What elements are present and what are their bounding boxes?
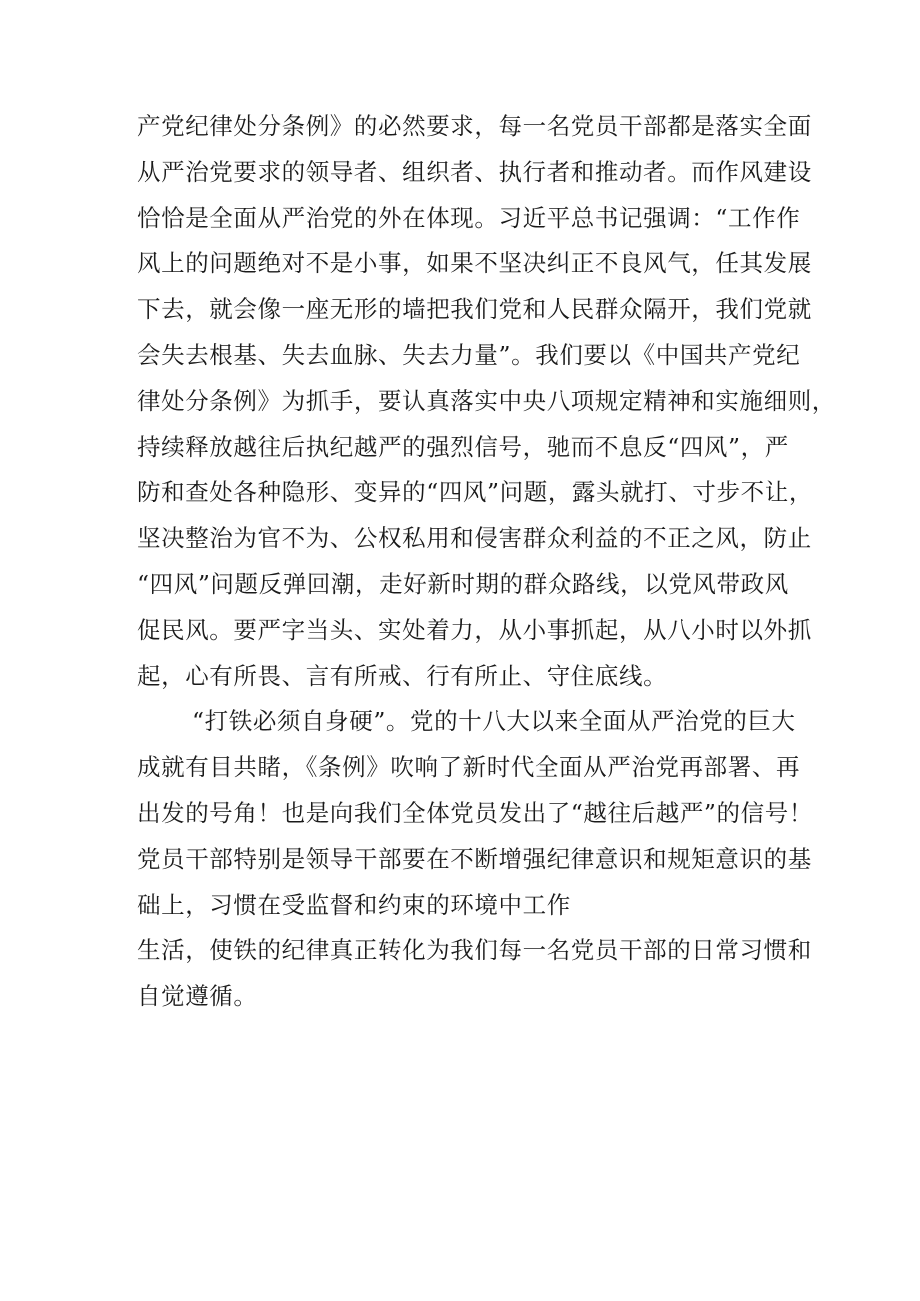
text-line: 持续释放越往后执纪越严的强烈信号，驰而不息反“四风”，严 (137, 432, 789, 461)
text-line: 会失去根基、失去血脉、失去力量”。我们要以《中国共产党纪 (137, 340, 801, 369)
text-line: 自觉遵循。 (137, 982, 258, 1011)
text-line: 防和查处各种隐形、变异的“四风”问题，露头就打、寸步不让， (137, 478, 813, 507)
text-line: 党员干部特别是领导干部要在不断增强纪律意识和规矩意识的基 (137, 844, 812, 873)
text-line: 促民风。要严字当头、实处着力，从小事抓起，从八小时以外抓 (137, 615, 812, 644)
text-line: 础上，习惯在受监督和约束的环境中工作 (137, 890, 571, 919)
text-line: 坚决整治为官不为、公权私用和侵害群众利益的不正之风，防止 (137, 524, 812, 553)
body-text (137, 104, 837, 1020)
text-line: 生活，使铁的纪律真正转化为我们每一名党员干部的日常习惯和 (137, 936, 812, 965)
text-line: 恰恰是全面从严治党的外在体现。习近平总书记强调：“工作作 (137, 203, 801, 232)
text-line: 从严治党要求的领导者、组织者、执行者和推动者。而作风建设 (137, 157, 812, 186)
text-line: 出发的号角！也是向我们全体党员发出了“越往后越严”的信号！ (137, 798, 813, 827)
text-line: 成就有目共睹，《条例》吹响了新时代全面从严治党再部署、再 (137, 753, 801, 782)
paragraph-start-line: “打铁必须自身硬”。党的十八大以来全面从严治党的巨大 (192, 707, 796, 736)
text-line: 风上的问题绝对不是小事，如果不坚决纠正不良风气，任其发展 (137, 249, 812, 278)
text-line: 下去，就会像一座无形的墙把我们党和人民群众隔开，我们党就 (137, 295, 812, 324)
text-line: 产党纪律处分条例》的必然要求，每一名党员干部都是落实全面 (137, 112, 812, 140)
text-line: 起，心有所畏、言有所戒、行有所止、守住底线。 (137, 661, 668, 690)
text-line: 律处分条例》为抓手，要认真落实中央八项规定精神和实施细则， (137, 386, 836, 415)
text-line: “四风”问题反弹回潮，走好新时期的群众路线，以党风带政风 (137, 569, 789, 598)
